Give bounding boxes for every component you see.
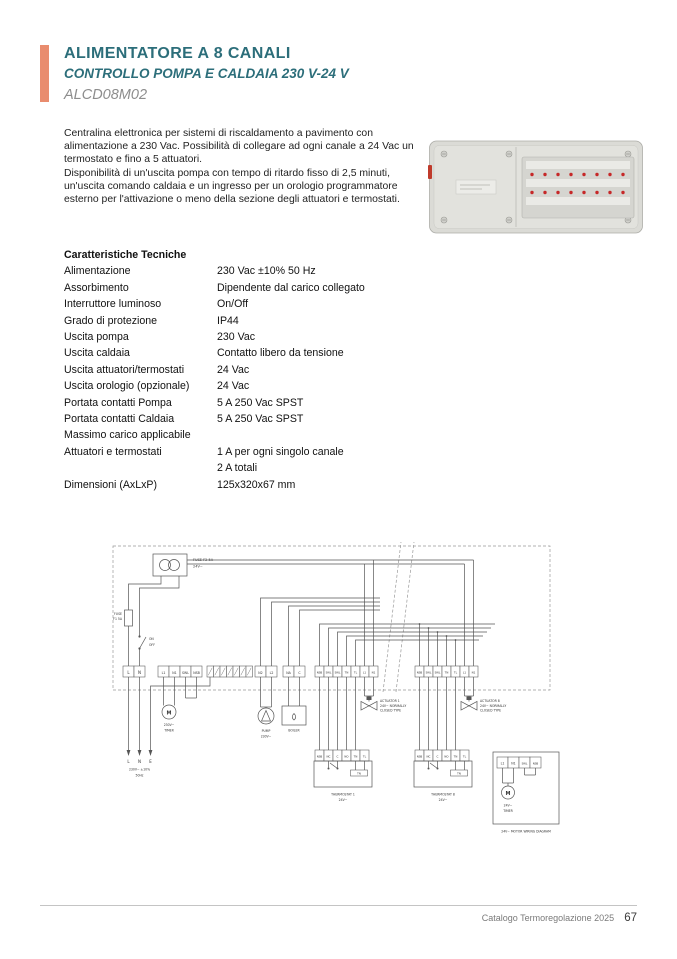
spec-value: 2 A totali [217, 462, 258, 475]
thermostat8-voltage-label: 24V~ [438, 798, 448, 802]
terminal-label: SWL [334, 670, 341, 675]
terminal-label: TN [444, 670, 449, 675]
switch-contact [138, 635, 140, 637]
spec-row [64, 395, 464, 411]
screw-icon [506, 151, 512, 157]
wiring-diagram-svg [95, 540, 585, 850]
timer230-voltage-label: 230V~ [163, 723, 175, 727]
spec-row [64, 477, 464, 493]
timer24-label: TIMER [503, 809, 513, 813]
timer24-voltage-label: 24V~ [503, 803, 513, 808]
terminal-label: TN [353, 754, 358, 759]
spec-value: 24 Vac [217, 363, 250, 376]
footer-divider [40, 905, 637, 906]
terminal-label: L2 [269, 670, 274, 675]
switch-off-label: OFF [149, 643, 155, 647]
actuator1-sub-label: CLOSED TYPE [380, 708, 402, 713]
label-strip [526, 197, 630, 205]
spec-label: Uscita attuatori/termostati [64, 363, 185, 376]
actuator8-sub-label: CLOSED TYPE [480, 708, 502, 713]
spec-label [64, 460, 217, 476]
description-paragraph-1: Centralina elettronica per sistemi di riscaldamento a pavimento con alimentazione a 230 Vac. Possibilità di collegare ad ogni canale a 24 Vac un termostato e fino a 5 attuatori. [64, 128, 414, 166]
spec-value [217, 427, 464, 443]
terminal-label: SWL [182, 670, 189, 675]
spec-value: Contatto libero da tensione [217, 347, 344, 360]
label-strip [526, 161, 630, 169]
terminal-label: N [138, 670, 141, 675]
supply-bus-wires [187, 560, 474, 666]
internal-wiring [261, 598, 496, 666]
terminal-label: C [436, 754, 439, 759]
actuator1-valve-symbol [361, 697, 377, 711]
terminal-label: N1 [511, 761, 516, 766]
terminal-label: C [336, 754, 339, 759]
thermostat1-voltage-label: 24V~ [338, 798, 348, 802]
spec-label: Uscita orologio (opzionale) [64, 380, 190, 393]
page-title: ALIMENTATORE A 8 CANALI [64, 45, 291, 62]
page-number: 67 [624, 912, 637, 924]
mains-terminal-label: E [149, 759, 152, 764]
spec-label: Massimo carico applicabile [64, 429, 191, 442]
terminal-label: NSB [532, 761, 539, 766]
spec-row [64, 444, 464, 460]
spec-row [64, 427, 464, 443]
specs-section [64, 247, 464, 493]
spec-label: Portata contatti Pompa [64, 396, 172, 409]
terminal-label: N1 [172, 670, 177, 675]
boiler-wires [289, 677, 300, 706]
terminal-strip-timer230 [158, 666, 202, 677]
terminal-label: NC [326, 754, 331, 759]
actuator1-label: ACTUATOR 1 [380, 699, 400, 703]
label-strip [526, 179, 630, 187]
terminal-label: TN [453, 754, 458, 759]
terminal-strip-channel1 [315, 666, 378, 677]
arrow-icon [149, 750, 153, 756]
terminal-label: NSB [416, 670, 423, 675]
terminal-label: TL [353, 670, 358, 675]
transformer-voltage-label: 24V~ [193, 564, 203, 569]
pump-wires [261, 677, 272, 709]
terminal-label: NA [286, 670, 291, 675]
spec-value: 5 A 250 Vac SPST [217, 396, 304, 409]
thermostat8-box [414, 761, 472, 787]
mains-input-wires [129, 576, 180, 666]
spec-row [64, 411, 464, 427]
terminal-label: L1 [500, 761, 505, 766]
motor-letter: M [505, 790, 511, 797]
actuator8-label: ACTUATOR 8 [480, 699, 500, 703]
spec-label: Grado di protezione [64, 314, 158, 327]
terminal-label: L1 [462, 670, 467, 675]
terminal-label: NSB [316, 754, 323, 759]
thermostat1-strip [315, 750, 369, 761]
description-paragraph-2: Disponibilità di un'uscita pompa con tempo di ritardo fisso di 2,5 minuti, un'uscita comando caldaia e un ingresso per un orologio programmatore esterno per l'attivazione o meno della sezione degli attuatori e termostati. [64, 167, 400, 206]
spec-value: On/Off [217, 298, 249, 311]
thermostat8-label: THERMOSTAT 8 [431, 792, 455, 797]
terminal-label: SWL [325, 670, 332, 675]
thermostat-element-label: TN [357, 771, 361, 776]
screw-icon [441, 217, 447, 223]
actuator1-sub-label: 24V~ NORMALLY [380, 704, 407, 708]
page-header [64, 45, 349, 103]
thermostat-element-label: TN [457, 771, 461, 776]
transformer-symbol [153, 554, 187, 576]
timer230-motor-symbol [162, 705, 176, 719]
terminal-label: TN [344, 670, 349, 675]
terminal-label: TL [462, 754, 467, 759]
product-photo [428, 138, 645, 242]
spec-row [64, 263, 464, 279]
actuator8-valve-symbol [461, 697, 477, 711]
arrow-icon [127, 750, 131, 756]
terminal-strip-aux [207, 666, 253, 677]
channel8-wires [420, 677, 474, 750]
indicator-panel [522, 157, 634, 218]
wiring-diagram [95, 540, 585, 855]
boiler-symbol [282, 706, 306, 725]
motor-letter: M [166, 710, 172, 717]
spec-value: 230 Vac ±10% 50 Hz [217, 265, 316, 278]
specs-table [64, 263, 464, 493]
terminal-label: SWL [425, 670, 432, 675]
terminal-label: NSB [416, 754, 423, 759]
spec-row [64, 362, 464, 378]
terminal-label: NC [426, 754, 431, 759]
spec-label: Attuatori e termostati [64, 445, 162, 458]
screw-icon [625, 151, 631, 157]
mains-voltage-label: 230V~ ±10% [128, 767, 151, 772]
front-label [456, 180, 496, 194]
boiler-label: BOILER [288, 728, 300, 733]
pump-label: PUMP [261, 729, 271, 733]
timer230-wires [164, 677, 197, 706]
accent-bar [40, 45, 49, 102]
terminal-label: NO [344, 754, 349, 759]
motor-wiring-caption: 24V~ MOTOR WIRING DIAGRAM [501, 829, 551, 834]
thermostat1-box [314, 761, 372, 787]
screw-icon [441, 151, 447, 157]
terminal-label: SWL [521, 761, 528, 766]
terminal-label: TL [362, 754, 367, 759]
terminal-label: SWL [434, 670, 441, 675]
spec-row [64, 378, 464, 394]
terminal-label: C [298, 670, 301, 675]
specs-heading: Caratteristiche Tecniche [64, 249, 187, 261]
terminal-label: NSB [193, 670, 200, 675]
spec-row [64, 460, 464, 476]
arrow-icon [138, 750, 142, 756]
terminal-label: L [127, 670, 130, 675]
fuse1-label: FUSE [114, 612, 122, 616]
mains-terminal-label: L [127, 759, 130, 764]
spec-label: Alimentazione [64, 265, 131, 278]
fuse1-symbol [125, 610, 133, 626]
screw-icon [506, 217, 512, 223]
motor-wiring-diagram [493, 752, 559, 824]
terminal-label: TL [453, 670, 458, 675]
actuator8-sub-label: 24V~ NORMALLY [480, 704, 507, 708]
terminal-label: N1 [371, 670, 376, 675]
terminal-strip-channel8 [415, 666, 478, 677]
footer-text: Catalogo Termoregolazione 2025 [481, 913, 615, 923]
spec-value: 1 A per ogni singolo canale [217, 445, 344, 458]
spec-value: 125x320x67 mm [217, 478, 296, 491]
terminal-label: L1 [362, 670, 367, 675]
spec-value: 24 Vac [217, 380, 250, 393]
fuse2-label: FUSE F2 5A [193, 558, 214, 562]
spec-row [64, 345, 464, 361]
spec-value: Dipendente dal carico collegato [217, 281, 365, 294]
footer [482, 912, 637, 924]
terminal-label: N2 [258, 670, 263, 675]
timer230-label: TIMER [164, 728, 174, 733]
product-description [64, 127, 422, 206]
spec-value: 5 A 250 Vac SPST [217, 413, 304, 426]
fuse1-rating-label: F1 5A [113, 617, 122, 621]
thermostat8-strip [415, 750, 469, 761]
page-subtitle: CONTROLLO POMPA E CALDAIA 230 V-24 V [64, 66, 349, 82]
thermostat1-label: THERMOSTAT 1 [331, 792, 355, 797]
switch-on-label: ON [149, 637, 154, 641]
switch-contact [138, 647, 140, 649]
spec-label: Assorbimento [64, 281, 129, 294]
channel1-wires [320, 677, 374, 750]
spec-label: Uscita pompa [64, 331, 129, 344]
spec-label: Uscita caldaia [64, 347, 130, 360]
spec-row [64, 296, 464, 312]
spec-label: Portata contatti Caldaia [64, 413, 175, 426]
mains-terminal-label: N [138, 759, 141, 764]
spec-label: Interruttore luminoso [64, 298, 162, 311]
terminal-label: N1 [471, 670, 476, 675]
product-code: ALCD08M02 [64, 87, 148, 104]
terminal-strip-boiler [283, 666, 305, 677]
mains-frequency-label: 50Hz [135, 773, 144, 778]
terminal-label: NO [444, 754, 449, 759]
terminal-label: L1 [161, 670, 166, 675]
spec-label: Dimensioni (AxLxP) [64, 478, 158, 491]
spec-row [64, 313, 464, 329]
terminal-strip-pump [255, 666, 277, 677]
product-photo-svg [428, 138, 645, 237]
pump-voltage-label: 230V~ [260, 734, 272, 739]
spec-row [64, 329, 464, 345]
spec-value: IP44 [217, 314, 239, 327]
spec-value: 230 Vac [217, 331, 256, 344]
spec-row [64, 280, 464, 296]
terminal-strip-mains [123, 666, 145, 677]
terminal-label: NSB [316, 670, 323, 675]
red-switch [428, 165, 432, 179]
pump-symbol [258, 708, 274, 724]
